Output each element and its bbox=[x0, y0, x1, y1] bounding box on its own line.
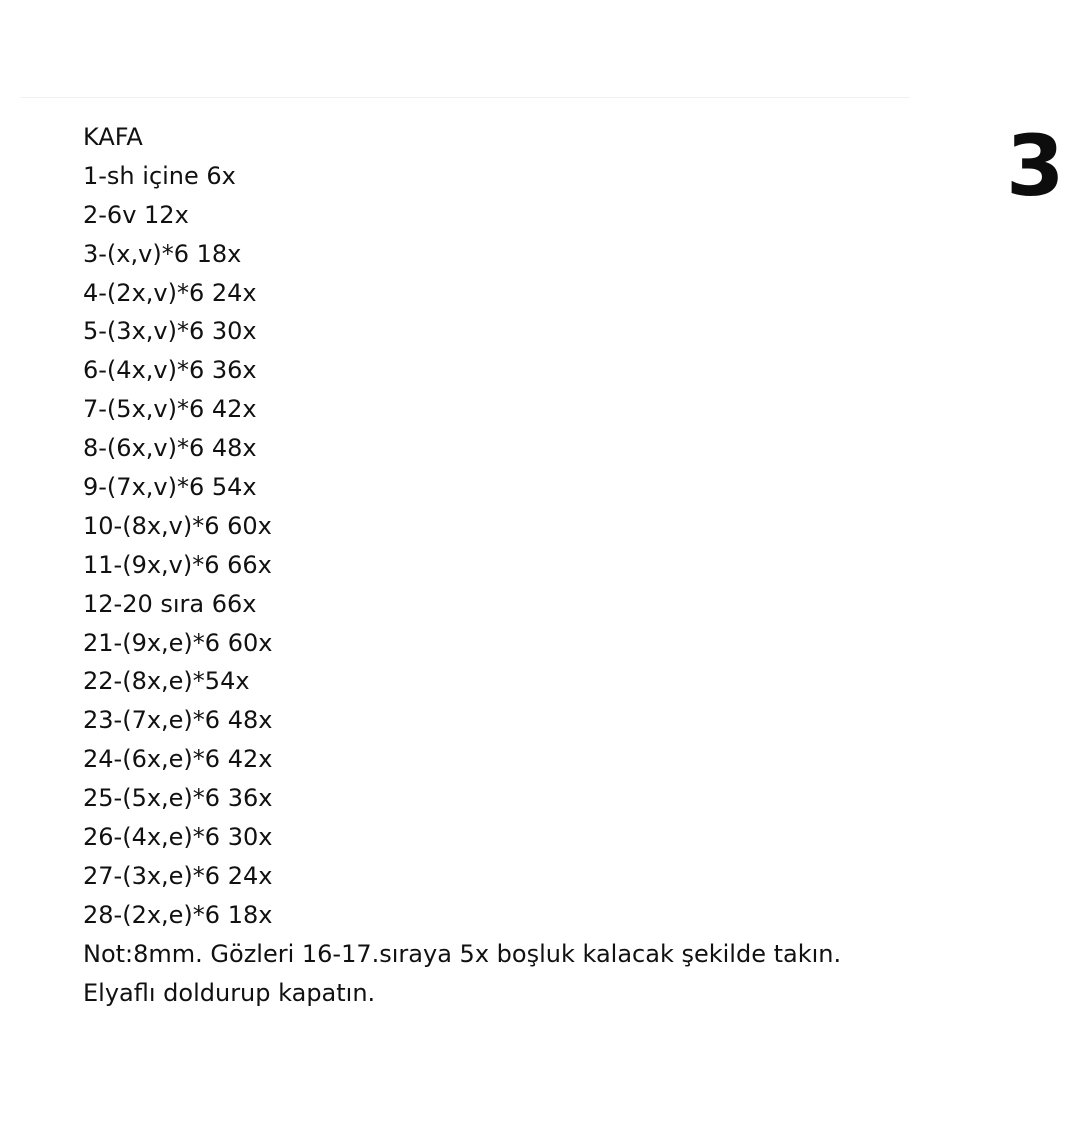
pattern-row: 4-(2x,v)*6 24x bbox=[83, 278, 257, 307]
pattern-row: 3-(x,v)*6 18x bbox=[83, 239, 242, 268]
section-title: KAFA bbox=[83, 123, 143, 151]
pattern-row: 6-(4x,v)*6 36x bbox=[83, 356, 257, 385]
note-line: Elyaflı doldurup kapatın. bbox=[83, 978, 376, 1007]
pattern-row: 11-(9x,v)*6 66x bbox=[83, 550, 272, 579]
pattern-row: 21-(9x,e)*6 60x bbox=[83, 628, 273, 657]
note-line: Not:8mm. Gözleri 16-17.sıraya 5x boşluk kalacak şekilde takın. bbox=[83, 939, 842, 968]
pattern-row: 25-(5x,e)*6 36x bbox=[83, 784, 273, 813]
pattern-row: 10-(8x,v)*6 60x bbox=[83, 511, 272, 540]
pattern-row: 9-(7x,v)*6 54x bbox=[83, 473, 257, 502]
pattern-row: 1-sh içine 6x bbox=[83, 161, 236, 190]
pattern-row: 12-20 sıra 66x bbox=[83, 589, 257, 618]
pattern-text bbox=[83, 118, 841, 1012]
page-number: 3 bbox=[1006, 117, 1065, 215]
pattern-row: 23-(7x,e)*6 48x bbox=[83, 706, 273, 735]
pattern-row: 7-(5x,v)*6 42x bbox=[83, 395, 257, 424]
pattern-row: 28-(2x,e)*6 18x bbox=[83, 900, 273, 929]
pattern-row: 24-(6x,e)*6 42x bbox=[83, 745, 273, 774]
pattern-row: 5-(3x,v)*6 30x bbox=[83, 317, 257, 346]
top-divider bbox=[20, 97, 910, 98]
pattern-row: 27-(3x,e)*6 24x bbox=[83, 861, 273, 890]
pattern-row: 26-(4x,e)*6 30x bbox=[83, 823, 273, 852]
pattern-row: 2-6v 12x bbox=[83, 200, 189, 229]
pattern-row: 8-(6x,v)*6 48x bbox=[83, 434, 257, 463]
pattern-row: 22-(8x,e)*54x bbox=[83, 667, 250, 696]
